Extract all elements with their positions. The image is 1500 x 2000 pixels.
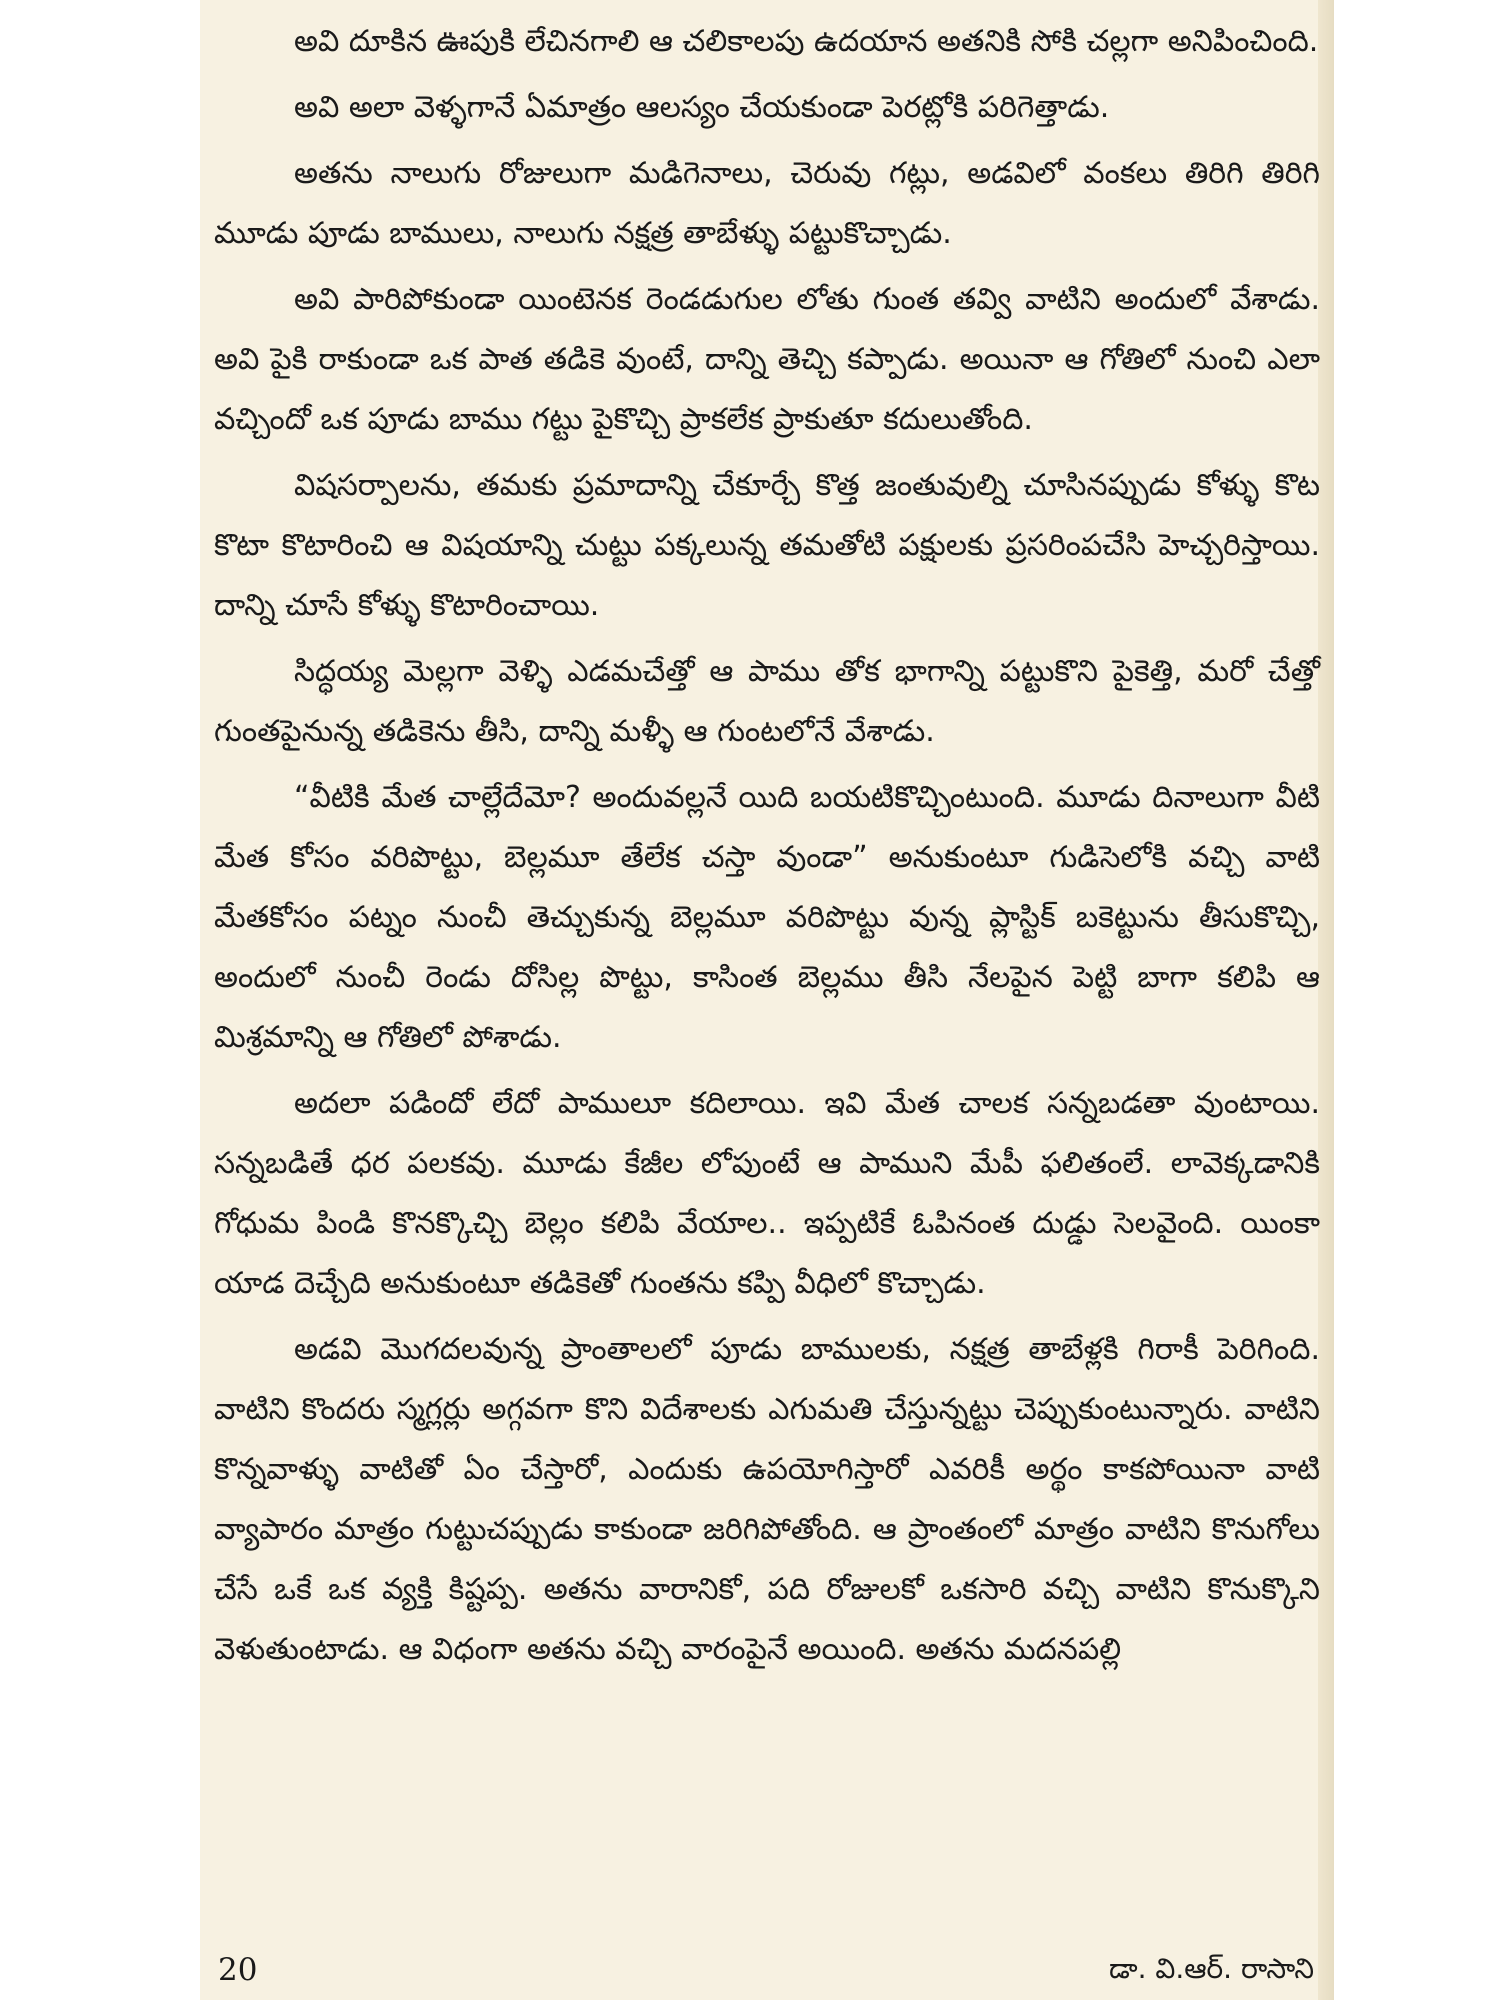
page-footer bbox=[218, 1952, 1314, 1992]
paragraph-8: అదలా పడిందో లేదో పాములూ కదిలాయి. ఇవి మేత చాలక సన్నబడతా వుంటాయి. సన్నబడితే ధర పలకవు. మూడు కేజీల లోపుంటే ఆ పాముని మేపీ ఫలితంలే. లావెక్కడానికి గోధుమ పిండి కొనక్కొచ్చి బెల్లం కలిపి వేయాల.. ఇప్పటికే ఓపినంత దుడ్డు సెలవైంది. యింకా యాడ దెచ్చేది అనుకుంటూ తడికెతో గుంతను కప్పి వీధిలో కొచ్చాడు. bbox=[214, 1086, 1320, 1301]
paragraph-3: అతను నాలుగు రోజులుగా మడిగెనాలు, చెరువు గట్లు, అడవిలో వంకలు తిరిగి తిరిగి మూడు పూడు బాములు, నాలుగు నక్షత్ర తాబేళ్ళు పట్టుకొచ్చాడు. bbox=[214, 156, 1320, 251]
page-number: 20 bbox=[218, 1952, 258, 1988]
body-text bbox=[214, 12, 1320, 1686]
paragraph-5: విషసర్పాలను, తమకు ప్రమాదాన్ని చేకూర్చే కొత్త జంతువుల్ని చూసినప్పుడు కోళ్ళు కొట కొటా కొటారించి ఆ విషయాన్ని చుట్టు పక్కలున్న తమతోటి పక్షులకు ప్రసరింపచేసి హెచ్చరిస్తాయి. దాన్ని చూసే కోళ్ళు కొటారించాయి. bbox=[214, 468, 1320, 623]
author-name: డా. వి.ఆర్. రాసాని bbox=[1109, 1952, 1314, 1985]
paragraph-6: సిద్ధయ్య మెల్లగా వెళ్ళి ఎడమచేత్తో ఆ పాము తోక భాగాన్ని పట్టుకొని పైకెత్తి, మరో చేత్తో గుంతపైనున్న తడికెను తీసి, దాన్ని మళ్ళీ ఆ గుంటలోనే వేశాడు. bbox=[214, 654, 1320, 749]
paragraph-7: “వీటికి మేత చాల్లేదేమో? అందువల్లనే యిది బయటికొచ్చింటుంది. మూడు దినాలుగా వీటి మేత కోసం వరిపొట్టు, బెల్లమూ తేలేక చస్తా వుండా” అనుకుంటూ గుడిసెలోకి వచ్చి వాటి మేతకోసం పట్నం నుంచీ తెచ్చుకున్న బెల్లమూ వరిపొట్టు వున్న ప్లాస్టిక్ బకెట్టును తీసుకొచ్చి, అందులో నుంచీ రెండు దోసిల్ల పొట్టు, కాసింత బెల్లము తీసి నేలపైన పెట్టి బాగా కలిపి ఆ మిశ్రమాన్ని ఆ గోతిలో పోశాడు. bbox=[214, 780, 1320, 1055]
paragraph-9: అడవి మొగదలవున్న ప్రాంతాలలో పూడు బాములకు, నక్షత్ర తాబేళ్లకి గిరాకీ పెరిగింది. వాటిని కొందరు స్మగ్లర్లు అగ్గవగా కొని విదేశాలకు ఎగుమతి చేస్తున్నట్టు చెప్పుకుంటున్నారు. వాటిని కొన్నవాళ్ళు వాటితో ఏం చేస్తారో, ఎందుకు ఉపయోగిస్తారో ఎవరికీ అర్థం కాకపోయినా వాటి వ్యాపారం మాత్రం గుట్టుచప్పుడు కాకుండా జరిగిపోతోంది. ఆ ప్రాంతంలో మాత్రం వాటిని కొనుగోలు చేసే ఒకే ఒక వ్యక్తి కిష్టప్ప. అతను వారానికో, పది రోజులకో ఒకసారి వచ్చి వాటిని కొనుక్కొని వెళుతుంటాడు. ఆ విధంగా అతను వచ్చి వారంపైనే అయింది. అతను మదనపల్లి bbox=[214, 1332, 1320, 1667]
paragraph-1: అవి దూకిన ఊపుకి లేచినగాలి ఆ చలికాలపు ఉదయాన అతనికి సోకి చల్లగా అనిపించింది. bbox=[294, 24, 1319, 59]
page-edge-shadow bbox=[1318, 0, 1334, 2000]
paragraph-4: అవి పారిపోకుండా యింటెనక రెండడుగుల లోతు గుంత తవ్వి వాటిని అందులో వేశాడు. అవి పైకి రాకుండా ఒక పాత తడికె వుంటే, దాన్ని తెచ్చి కప్పాడు. అయినా ఆ గోతిలో నుంచి ఎలా వచ్చిందో ఒక పూడు బాము గట్టు పైకొచ్చి ప్రాకలేక ప్రాకుతూ కదులుతోంది. bbox=[214, 282, 1320, 437]
paragraph-2: అవి అలా వెళ్ళగానే ఏమాత్రం ఆలస్యం చేయకుండా పెరట్లోకి పరిగెత్తాడు. bbox=[294, 90, 1110, 125]
